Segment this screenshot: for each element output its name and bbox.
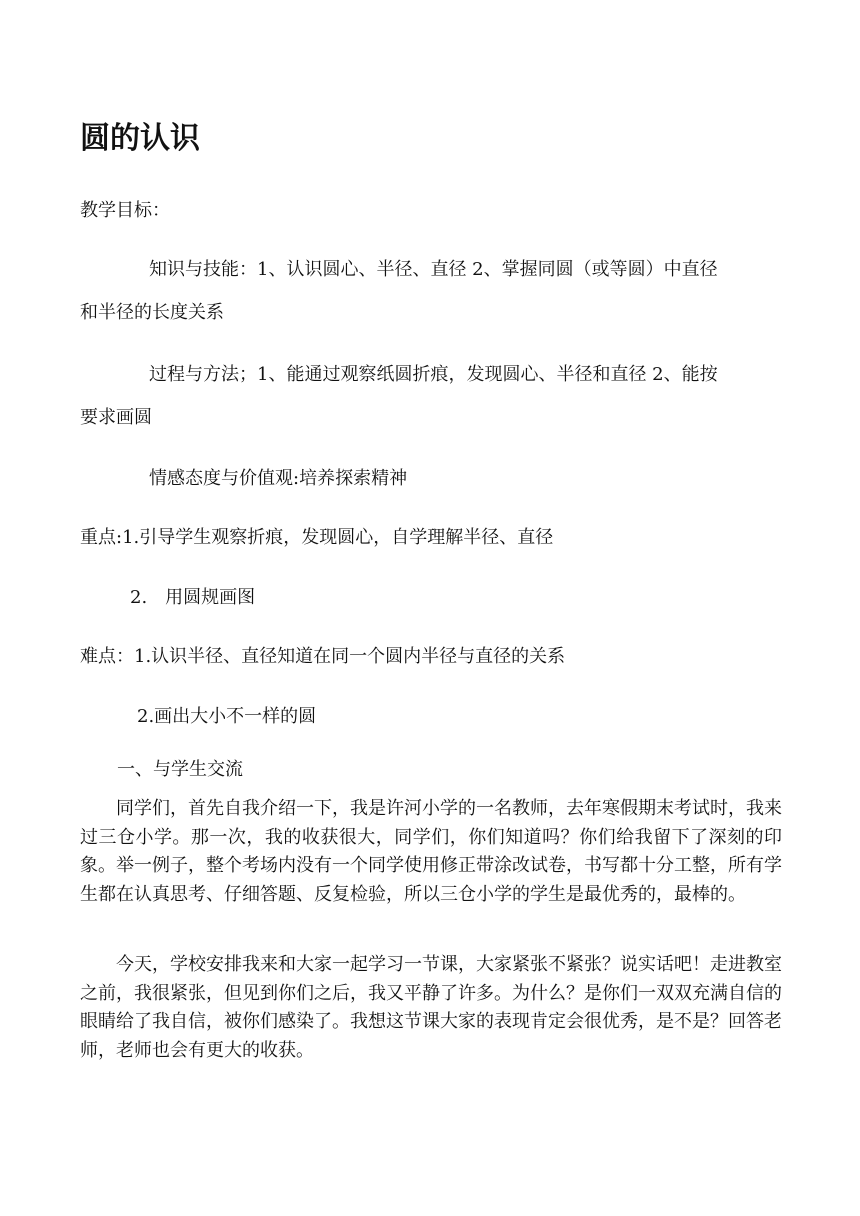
key-point-2: 2. 用圆规画图 xyxy=(130,587,256,608)
section-heading: 一、与学生交流 xyxy=(117,759,243,780)
knowledge-objective-line-2: 和半径的长度关系 xyxy=(80,302,224,323)
objectives-heading: 教学目标： xyxy=(80,200,170,221)
difficulty-1: 难点：1.认识半径、直径知道在同一个圆内半径与直径的关系 xyxy=(80,646,566,667)
process-objective-line-2: 要求画圆 xyxy=(80,407,152,428)
process-objective-line-1: 过程与方法；1、能通过观察纸圆折痕，发现圆心、半径和直径 2、能按 xyxy=(149,364,718,385)
knowledge-objective-line-1: 知识与技能：1、认识圆心、半径、直径 2、掌握同圆（或等圆）中直径 xyxy=(149,259,718,280)
body-paragraph-1: 同学们，首先自我介绍一下，我是许河小学的一名教师，去年寒假期末考试时，我来过三仓小学。那一次，我的收获很大，同学们，你们知道吗？你们给我留下了深刻的印象。举一例子，整个考场内没有一个同学使用修正带涂改试卷，书写都十分工整，所有学生都在认真思考、仔细答题、反复检验，所以三仓小学的学生是最优秀的，最棒的。 xyxy=(80,798,782,905)
body-paragraph-2: 今天，学校安排我来和大家一起学习一节课，大家紧张不紧张？说实话吧！走进教室之前，我很紧张，但见到你们之后，我又平静了许多。为什么？是你们一双双充满自信的眼睛给了我自信，被你们感染了。我想这节课大家的表现肯定会很优秀，是不是？回答老师，老师也会有更大的收获。 xyxy=(80,954,782,1061)
document-title: 圆的认识 xyxy=(80,121,200,156)
emotion-objective-line: 情感态度与价值观:培养探索精神 xyxy=(149,468,408,489)
key-point-1: 重点:1.引导学生观察折痕，发现圆心，自学理解半径、直径 xyxy=(80,527,554,548)
difficulty-2: 2.画出大小不一样的圆 xyxy=(137,706,317,727)
